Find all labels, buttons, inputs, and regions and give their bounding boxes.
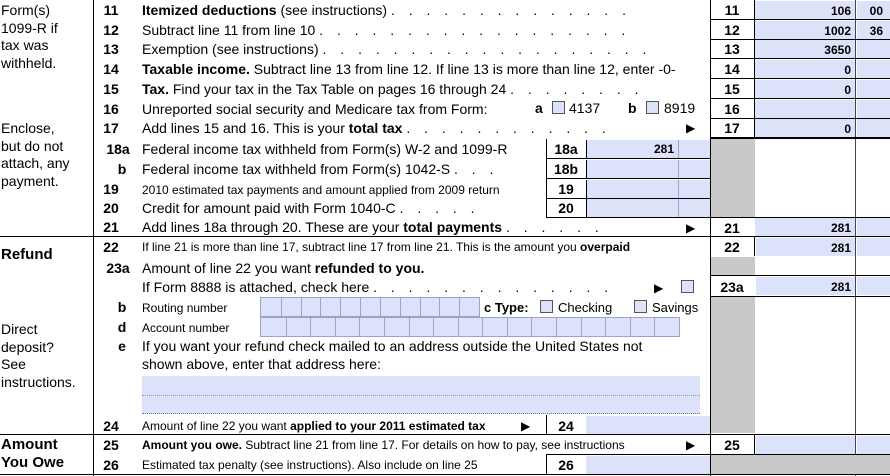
account-digit-cell <box>531 318 532 336</box>
cents-divider-19 <box>678 180 679 198</box>
value-17: 0 <box>844 122 851 136</box>
shaded-area-payments <box>711 139 755 217</box>
line12-pre: Subtract line 11 from line 10 <box>142 22 316 38</box>
checking-label: Checking <box>558 300 613 315</box>
line-number-15: 15 <box>103 81 119 97</box>
account-digit-cell <box>482 318 483 336</box>
checking-checkbox[interactable] <box>540 300 553 313</box>
line25-text <box>142 438 625 452</box>
line22-pre: If line 21 is more than line 17, subtract line 17 from line 21. This is the amount you <box>142 240 581 254</box>
right-num-12: 12 <box>724 22 740 38</box>
right-num-box-22 <box>710 236 755 256</box>
line-number-23b: b <box>117 299 127 315</box>
line12-text <box>142 22 630 38</box>
line-number-21: 21 <box>103 219 119 235</box>
form8888-dots: . . . . . . . . . . . . . . <box>373 279 614 295</box>
shaded-area-refund <box>711 297 755 433</box>
cents-field-17[interactable] <box>857 119 890 137</box>
line13-dots: . . . . . . . . . . . . . . . . . . . <box>322 41 652 57</box>
line-number-17: 17 <box>103 120 119 136</box>
line21-text <box>142 219 604 235</box>
line11-post: (see instructions) <box>276 2 388 18</box>
routing-digit-cell <box>301 298 302 316</box>
amount-field-18b[interactable] <box>586 160 710 178</box>
account-number-field[interactable] <box>260 317 680 337</box>
payment-rule-18b <box>546 178 711 179</box>
box-label-20: 20 <box>558 200 574 216</box>
line-number-16: 16 <box>103 101 119 117</box>
value-22: 281 <box>830 241 851 255</box>
line16-b-form: 8919 <box>664 100 696 116</box>
line24-arrow-icon: ▶ <box>521 419 531 433</box>
form-8888-checkbox[interactable] <box>681 280 694 293</box>
amount-column-divider <box>855 0 856 476</box>
amount-field-25[interactable] <box>756 436 855 454</box>
line12-dots: . . . . . . . . . . . . . . . . . . <box>319 22 631 38</box>
line16-pre: Unreported social security and Medicare tax from Form: <box>142 101 488 117</box>
value-15: 0 <box>844 83 851 97</box>
line21-arrow-icon: ▶ <box>686 221 696 235</box>
cents-12: 36 <box>869 24 883 38</box>
value-21: 281 <box>830 221 851 235</box>
form-4137-checkbox[interactable] <box>552 101 565 114</box>
routing-digit-cell <box>320 298 321 316</box>
right-col-rule-16 <box>710 118 890 119</box>
payment-rule-18a <box>546 158 711 159</box>
box-label-19: 19 <box>558 181 574 197</box>
line16-a-label: a <box>535 100 543 116</box>
line21-dots: . . . . . . <box>505 219 604 235</box>
cents-field-25[interactable] <box>857 436 890 454</box>
cents-11: 00 <box>869 4 883 18</box>
line17-pre: Add lines 15 and 16. This is your <box>142 120 349 136</box>
cents-field-22[interactable] <box>857 238 890 256</box>
line23a-pre: Amount of line 22 you want <box>142 260 315 276</box>
value-14: 0 <box>844 63 851 77</box>
right-num-14: 14 <box>724 61 740 77</box>
line24-bold: applied to your 2011 estimated tax <box>290 419 486 433</box>
routing-digit-cell <box>360 298 361 316</box>
value-13: 3650 <box>824 43 851 57</box>
right-num-box-25 <box>710 434 755 454</box>
routing-digit-cell <box>340 298 341 316</box>
line25-bold: Amount you owe. <box>142 438 242 452</box>
line15-bold: Tax. <box>142 81 169 97</box>
line-number-14: 14 <box>103 61 119 77</box>
account-digit-cell <box>310 318 311 336</box>
right-num-13: 13 <box>724 41 740 57</box>
account-digit-cell <box>359 318 360 336</box>
account-digit-cell <box>507 318 508 336</box>
box-label-18a: 18a <box>554 141 578 157</box>
line23e-text2: shown above, enter that address here: <box>142 356 381 372</box>
line24-text <box>142 419 486 433</box>
routing-label: Routing number <box>142 301 228 315</box>
amount-field-16[interactable] <box>755 100 855 118</box>
line26-text: Estimated tax penalty (see instructions). Also include on line 25 <box>142 458 478 472</box>
line13-text <box>142 41 651 57</box>
box-label-24: 24 <box>558 418 574 434</box>
line17-text <box>142 120 611 136</box>
right-num-25: 25 <box>724 437 740 453</box>
line-number-18a: 18a <box>106 141 130 157</box>
shaded-area-23a-top <box>711 257 755 275</box>
line-number-26: 26 <box>103 457 119 473</box>
line13-pre: Exemption (see instructions) <box>142 41 319 57</box>
account-digit-cell <box>286 318 287 336</box>
routing-digit-cell <box>281 298 282 316</box>
line-number-20: 20 <box>103 200 119 216</box>
line-number-18b: b <box>117 161 127 177</box>
account-digit-cell <box>384 318 385 336</box>
routing-digit-cell <box>380 298 381 316</box>
right-num-11: 11 <box>724 2 740 18</box>
amount-field-26[interactable] <box>586 456 710 474</box>
right-num-21: 21 <box>724 220 740 236</box>
right-col-rule-12 <box>710 39 890 40</box>
cents-divider-18a <box>678 140 679 158</box>
savings-label: Savings <box>652 300 699 315</box>
right-num-23a: 23a <box>720 279 744 295</box>
routing-digit-cell <box>400 298 401 316</box>
amount-field-20[interactable] <box>586 199 710 217</box>
line18b-dots: . . . <box>454 161 499 177</box>
line14-post: Subtract line 13 from line 12. If line 13 is more than line 12, enter -0- <box>249 61 676 77</box>
right-num-16: 16 <box>724 101 740 117</box>
cents-divider-20 <box>678 199 679 217</box>
line21-bold: total payments <box>403 219 503 235</box>
line-number-22: 22 <box>103 239 119 255</box>
right-col-rule-15 <box>710 98 890 99</box>
line17-dots: . . . . . . . . . . . . <box>406 120 611 136</box>
line14-bold: Taxable income. <box>142 61 250 77</box>
line18b-text <box>142 161 498 177</box>
line-number-11: 11 <box>103 2 119 18</box>
line17-bold: total tax <box>348 120 403 136</box>
line20-text <box>142 200 480 216</box>
form8888-text: If Form 8888 is attached, check here <box>142 279 370 295</box>
account-digit-cell <box>581 318 582 336</box>
right-num-15: 15 <box>724 81 740 97</box>
line16-b-label: b <box>628 100 637 116</box>
line18b-label: Federal income tax withheld from Form(s) 1042-S <box>142 161 451 177</box>
line18a-label: Federal income tax withheld from Form(s) W-2 and 1099-R <box>142 141 508 157</box>
form-8919-checkbox[interactable] <box>646 101 659 114</box>
line11-bold: Itemized deductions <box>142 2 277 18</box>
line17-arrow-icon: ▶ <box>686 121 696 135</box>
line19-label: 2010 estimated tax payments and amount applied from 2009 return <box>142 183 500 197</box>
routing-digit-cell <box>459 298 460 316</box>
line19-text <box>142 183 500 197</box>
account-digit-cell <box>335 318 336 336</box>
cents-field-15[interactable] <box>857 80 890 98</box>
account-digit-cell <box>556 318 557 336</box>
right-num-22: 22 <box>724 239 740 255</box>
line-number-25: 25 <box>103 437 119 453</box>
value-12: 1002 <box>824 24 851 38</box>
right-num-17: 17 <box>724 120 740 136</box>
routing-digit-cell <box>420 298 421 316</box>
box-label-26: 26 <box>558 457 574 473</box>
account-digit-cell <box>433 318 434 336</box>
withheld-note: Form(s) 1099-R if tax was withheld. <box>1 2 58 71</box>
line24-pre: Amount of line 22 you want <box>142 419 291 433</box>
refund-heading: Refund <box>1 246 53 263</box>
line-number-13: 13 <box>103 41 119 57</box>
value-18a: 281 <box>653 142 674 156</box>
cents-field-23a[interactable] <box>857 277 890 295</box>
cents-divider-18b <box>678 160 679 178</box>
line20-dots: . . . . . <box>399 200 480 216</box>
savings-checkbox[interactable] <box>634 300 647 313</box>
amount-field-19[interactable] <box>586 180 710 198</box>
enclose-note: Enclose, but do not attach, any payment. <box>1 120 70 189</box>
box-label-18b: 18b <box>553 161 579 177</box>
direct-deposit-note: Direct deposit? See instructions. <box>1 321 76 390</box>
account-digit-cell <box>605 318 606 336</box>
routing-number-field[interactable] <box>260 297 480 317</box>
right-col-rule-17 <box>710 137 890 138</box>
line25-post: Subtract line 21 from line 17. For details on how to pay, see instructions <box>242 438 625 452</box>
routing-digit-cell <box>439 298 440 316</box>
payment-rule-20 <box>546 217 711 218</box>
line20-label: Credit for amount paid with Form 1040-C <box>142 200 396 216</box>
account-digit-cell <box>458 318 459 336</box>
line22-text <box>142 240 630 254</box>
form8888-arrow-icon: ▶ <box>654 281 664 295</box>
line-number-24: 24 <box>103 418 119 434</box>
line14-text <box>142 61 676 77</box>
line11-dots: . . . . . . . . . . . . . . <box>390 2 631 18</box>
account-type-label: c Type: <box>484 300 529 315</box>
line25-arrow-icon: ▶ <box>686 438 696 452</box>
shaded-area-26 <box>711 455 890 474</box>
line16-a-form: 4137 <box>569 100 601 116</box>
line16-text <box>142 101 487 117</box>
line23e-text1: If you want your refund check mailed to an address outside the United States not <box>142 338 643 354</box>
value-23a: 281 <box>830 280 851 294</box>
line22-bold: overpaid <box>580 240 631 254</box>
right-col-rule-11 <box>710 19 890 20</box>
bottom-rule <box>0 474 890 475</box>
account-digit-cell <box>409 318 410 336</box>
line11-text <box>142 2 631 18</box>
line-number-12: 12 <box>103 22 119 38</box>
line-number-23e: e <box>118 338 126 354</box>
account-digit-cell <box>654 318 655 336</box>
line18a-text <box>142 141 507 157</box>
line15-post: Find your tax in the Tax Table on pages 16 through 24 <box>168 81 507 97</box>
amount-field-24[interactable] <box>586 416 710 434</box>
line-number-23d: d <box>117 319 127 335</box>
amount-owe-heading: Amount You Owe <box>1 436 65 471</box>
line15-text <box>142 81 644 97</box>
right-col-rule-14 <box>710 78 890 79</box>
account-digit-cell <box>630 318 631 336</box>
line-number-23a: 23a <box>106 260 130 276</box>
line15-dots: . . . . . . . . <box>510 81 644 97</box>
account-label: Account number <box>142 321 230 335</box>
cents-field-14[interactable] <box>857 60 890 78</box>
cents-field-21[interactable] <box>857 218 890 236</box>
value-11: 106 <box>830 4 851 18</box>
foreign-address-divider <box>142 395 700 396</box>
cents-field-16[interactable] <box>857 100 890 118</box>
cents-field-13[interactable] <box>857 40 890 58</box>
right-col-rule-13 <box>710 58 890 59</box>
line23a-text <box>142 260 424 276</box>
line23a-bold: refunded to you. <box>314 260 425 276</box>
line23a-form8888 <box>142 279 613 295</box>
line-number-19: 19 <box>103 181 119 197</box>
line21-pre: Add lines 18a through 20. These are your <box>142 219 404 235</box>
